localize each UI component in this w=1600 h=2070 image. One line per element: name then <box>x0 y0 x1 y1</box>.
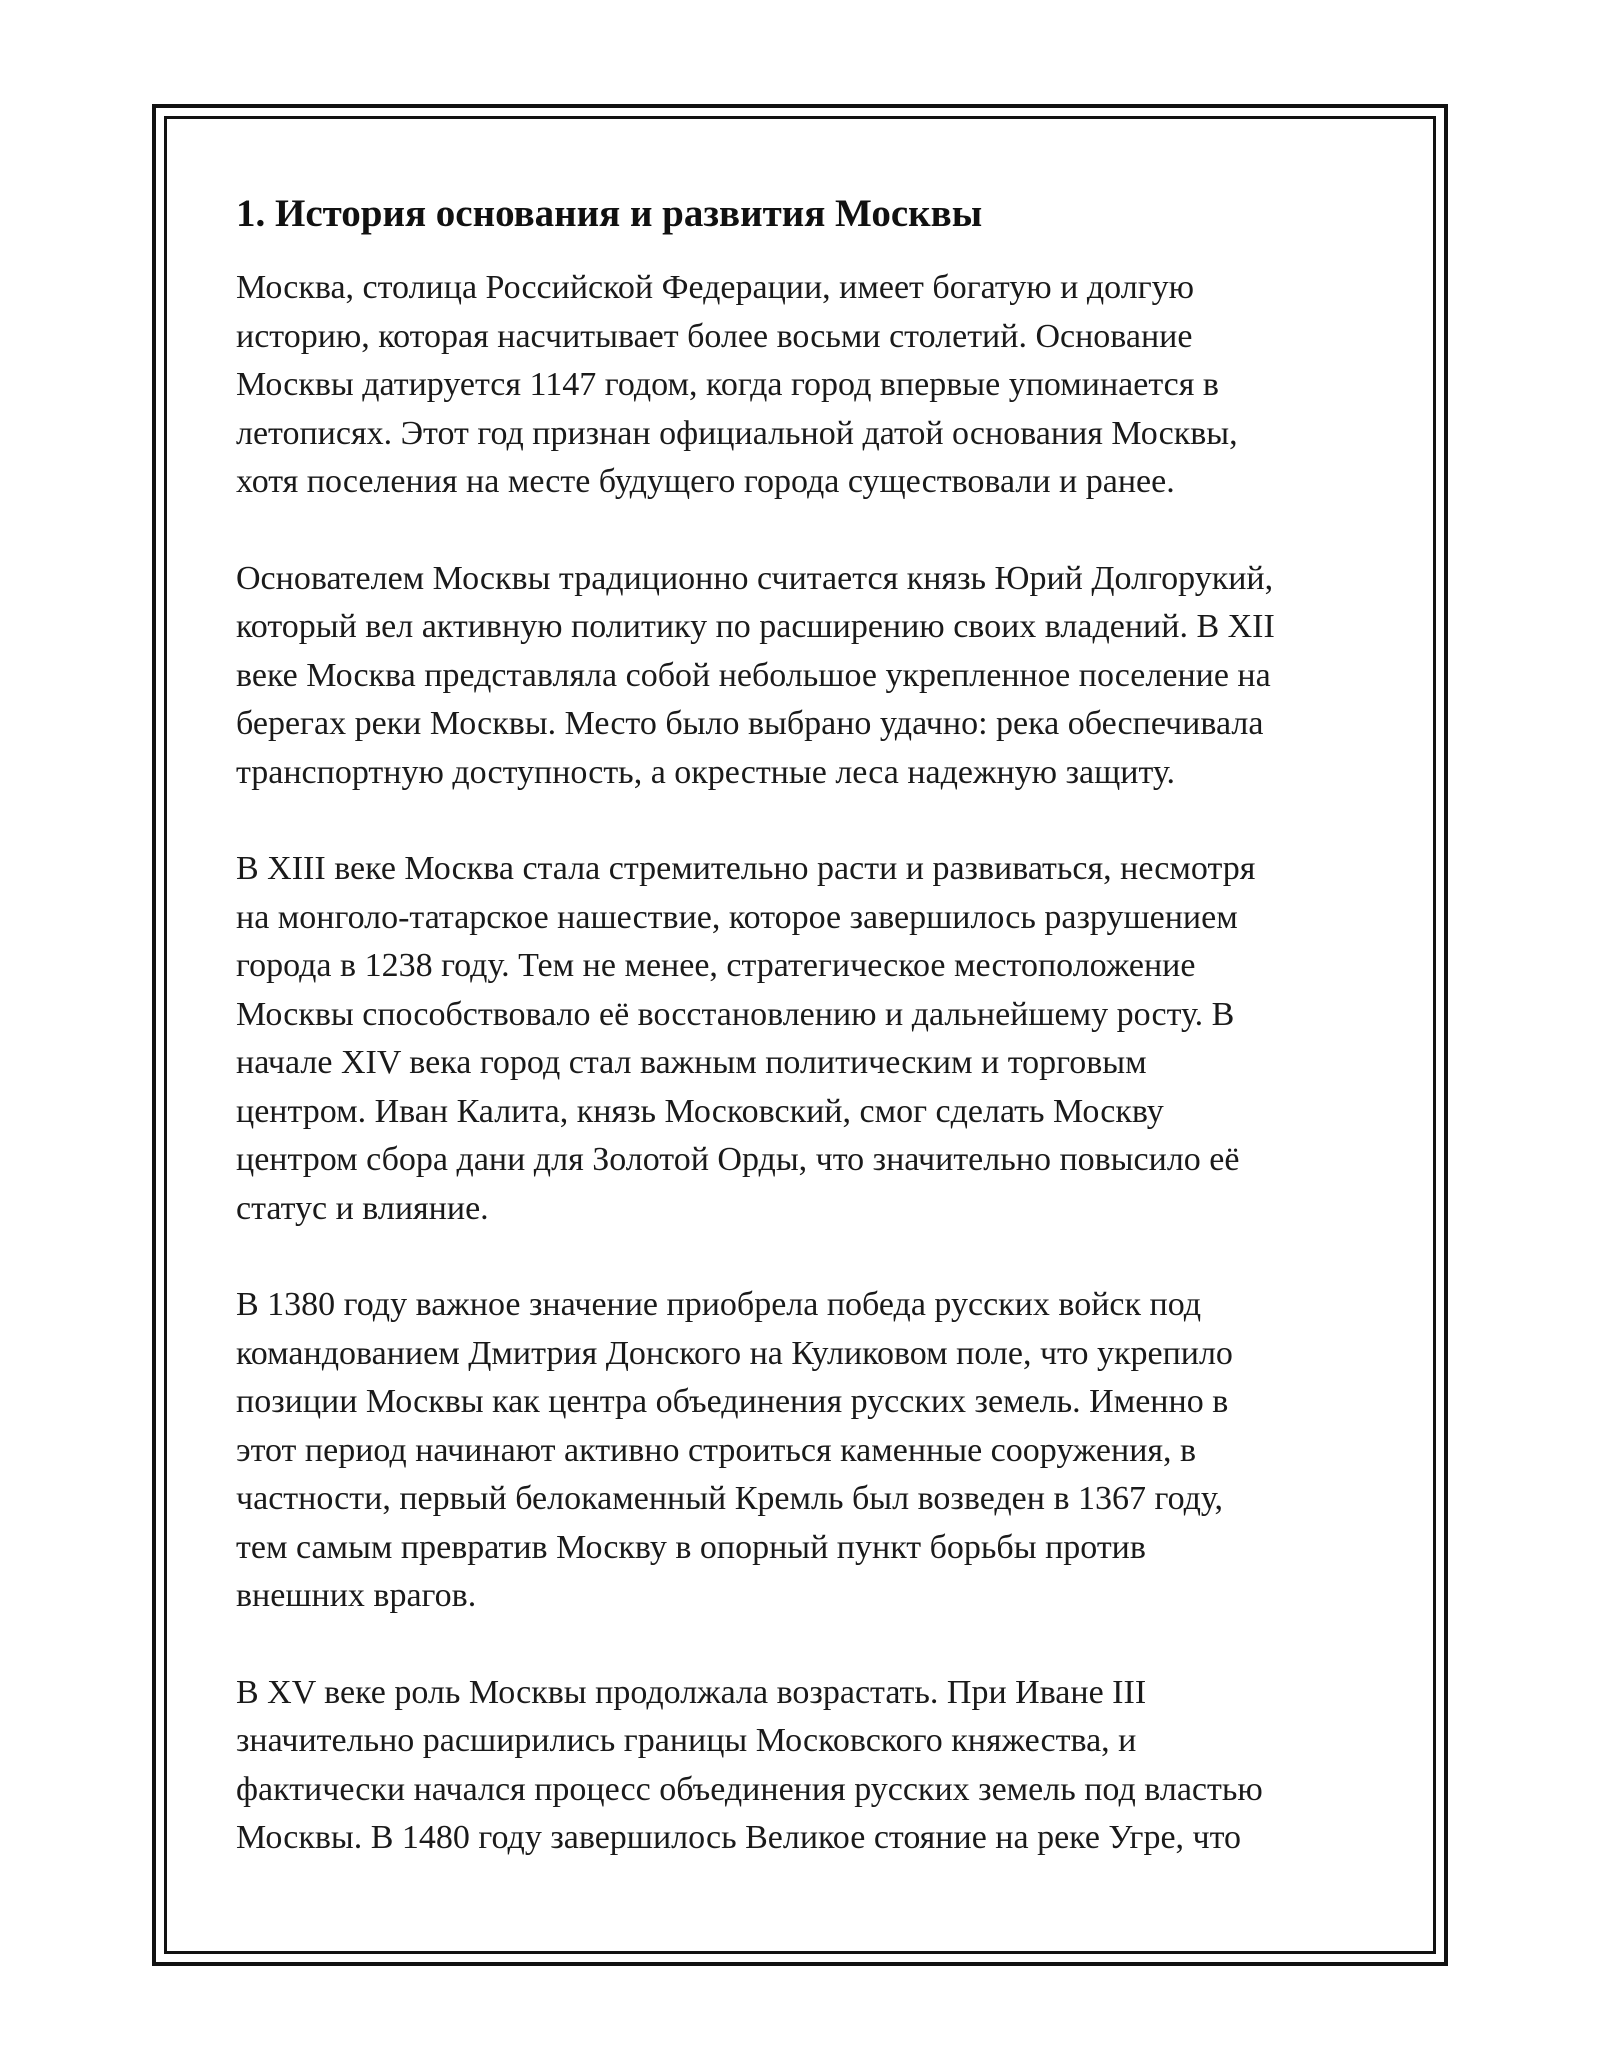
section-heading: 1. История основания и развития Москвы <box>236 192 983 235</box>
text-line: летописях. Этот год признан официальной датой основания Москвы, <box>236 414 1238 452</box>
text-line: на монголо-татарское нашествие, которое завершилось разрушением <box>236 898 1238 936</box>
paragraphs-container <box>236 264 1376 1863</box>
text-line: значительно расширились границы Московского княжества, и <box>236 1722 1137 1759</box>
text-line: внешних врагов. <box>236 1577 477 1614</box>
text-line: статус и влияние. <box>236 1189 489 1227</box>
text-line: позиции Москвы как центра объединения русских земель. Именно в <box>236 1383 1229 1420</box>
paragraph <box>236 1669 1376 1863</box>
text-line: этот период начинают активно строиться каменные сооружения, в <box>236 1431 1197 1469</box>
text-line: фактически начался процесс объединения русских земель под властью <box>236 1770 1263 1808</box>
paragraph <box>236 1281 1376 1621</box>
text-line: веке Москва представляла собой небольшое укрепленное поселение на <box>236 656 1271 694</box>
text-line: тем самым превратив Москву в опорный пункт борьбы против <box>236 1528 1146 1566</box>
text-line: В XV веке роль Москвы продолжала возрастать. При Иване III <box>236 1673 1147 1711</box>
text-line: Основателем Москвы традиционно считается князь Юрий Долгорукий, <box>236 559 1274 597</box>
text-line: Москвы датируется 1147 годом, когда город впервые упоминается в <box>236 366 1219 403</box>
text-line: Москвы способствовало её восстановлению и дальнейшему росту. В <box>236 995 1235 1033</box>
text-line: В XIII веке Москва стала стремительно расти и развиваться, несмотря <box>236 850 1256 887</box>
text-line: который вел активную политику по расширению своих владений. В XII <box>236 608 1275 645</box>
document-body <box>236 186 1376 1863</box>
paragraph <box>236 845 1376 1233</box>
text-line: командованием Дмитрия Донского на Куликовом поле, что укрепило <box>236 1334 1233 1372</box>
text-line: транспортную доступность, а окрестные леса надежную защиту. <box>236 753 1175 791</box>
text-line: центром сбора дани для Золотой Орды, что значительно повысило её <box>236 1141 1240 1178</box>
text-line: города в 1238 году. Тем не менее, стратегическое местоположение <box>236 947 1196 984</box>
text-line: начале XIV века город стал важным политическим и торговым <box>236 1044 1147 1081</box>
text-line: центром. Иван Калита, князь Московский, смог сделать Москву <box>236 1092 1164 1130</box>
text-line: частности, первый белокаменный Кремль был возведен в 1367 году, <box>236 1480 1224 1517</box>
text-line: берегах реки Москвы. Место было выбрано удачно: река обеспечивала <box>236 705 1264 742</box>
text-line: В 1380 году важное значение приобрела победа русских войск под <box>236 1286 1202 1323</box>
text-line: Москвы. В 1480 году завершилось Великое стояние на реке Угре, что <box>236 1819 1242 1856</box>
text-line: Москва, столица Российской Федерации, имеет богатую и долгую <box>236 269 1195 306</box>
paragraph <box>236 264 1376 507</box>
text-line: хотя поселения на месте будущего города существовали и ранее. <box>236 463 1175 500</box>
paragraph <box>236 555 1376 798</box>
text-line: историю, которая насчитывает более восьми столетий. Основание <box>236 317 1193 355</box>
